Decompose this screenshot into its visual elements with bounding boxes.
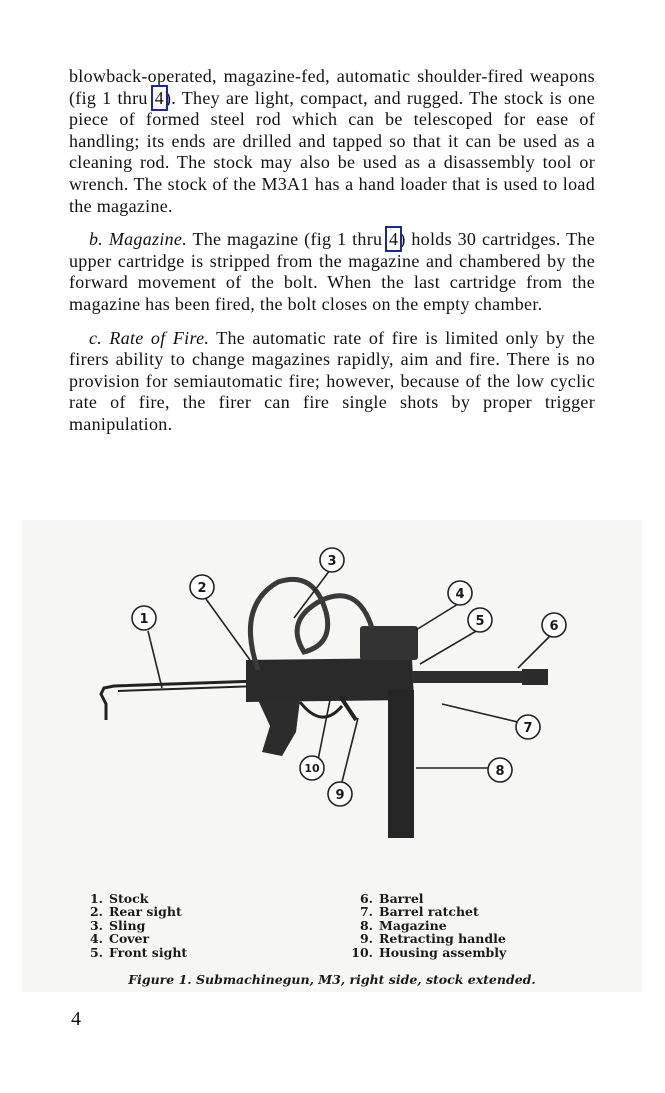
callout-5 <box>468 608 492 632</box>
svg-text:9: 9 <box>335 788 345 803</box>
cover-drawing <box>360 626 418 660</box>
figure-submachinegun <box>22 520 642 992</box>
svg-text:10: 10 <box>304 762 320 775</box>
legend-item: 9. Retracting handle <box>359 931 506 947</box>
figure-reference-link[interactable]: 4 <box>154 87 164 108</box>
callout-6 <box>542 613 566 637</box>
callout-2 <box>190 575 214 599</box>
page-number: 4 <box>71 1008 81 1030</box>
sling-drawing <box>250 579 372 670</box>
paragraph-weapon-description <box>69 66 595 217</box>
legend-item: 8. Magazine <box>359 917 447 933</box>
legend-item: 5. Front sight <box>89 944 188 960</box>
paragraph-lead-heading: b. Magazine. <box>89 229 188 250</box>
magazine-drawing <box>388 690 414 838</box>
paragraph-text: The automatic rate of fire is limited only by the firers ability to change magazines rapidly, aim and fire. There is no provision for semiautomatic fire; however, because of the low cyclic rate of fire, the firer can fire single shots by proper trigger manipulation. <box>69 327 595 434</box>
svg-text:6: 6 <box>549 619 559 634</box>
legend-item: 10. Housing assembly <box>351 944 507 960</box>
callout-3 <box>320 548 344 572</box>
svg-text:5: 5 <box>475 614 485 629</box>
legend-item: 7. Barrel ratchet <box>359 904 479 920</box>
svg-text:7: 7 <box>523 721 533 736</box>
paragraph-magazine <box>69 229 595 315</box>
legend-item: 4. Cover <box>89 931 150 947</box>
callout-4 <box>448 581 472 605</box>
paragraph-text-after: ) holds 30 cartridges. The upper cartridge is stripped from the magazine and chambered by the forward movement of the bolt. When the last cartridge from the magazine has been fired, the bolt closes on the empty chamber. <box>69 229 596 314</box>
legend-column-right <box>347 892 506 959</box>
legend-item: 2. Rear sight <box>89 904 182 920</box>
body-text <box>69 66 595 448</box>
stock-wire-lower <box>118 686 258 691</box>
pistol-grip-drawing <box>258 700 300 756</box>
svg-text:4: 4 <box>455 587 465 602</box>
paragraph-text-after: ). They are light, compact, and rugged. The stock is one piece of formed steel rod which can be telescoped for ease of handling; its ends are drilled and tapped so that it can be used as a cleaning rod. The stock may also be used as a disassembly tool or wrench. The stock of the M3A1 has a hand loader that is used to load the magazine. <box>69 87 595 216</box>
paragraph-rate-of-fire <box>69 328 595 436</box>
callout-1 <box>132 606 156 630</box>
callout-9 <box>328 782 352 806</box>
svg-text:1: 1 <box>139 612 149 627</box>
callout-10 <box>300 756 324 780</box>
callout-8 <box>488 758 512 782</box>
legend-item: 1. Stock <box>89 891 149 906</box>
legend-column-left <box>77 892 187 959</box>
paragraph-text-before: blowback-operated, magazine-fed, automatic shoulder-fired weapons (fig 1 thru <box>69 66 595 108</box>
svg-text:8: 8 <box>495 764 505 779</box>
barrel-ratchet-drawing <box>522 669 548 685</box>
svg-text:2: 2 <box>197 581 207 596</box>
svg-text:3: 3 <box>327 554 337 569</box>
legend-item: 6. Barrel <box>359 891 424 906</box>
paragraph-text-before: The magazine (fig 1 thru <box>187 229 389 250</box>
legend-item: 3. Sling <box>89 917 146 933</box>
figure-caption: Figure 1. Submachinegun, M3, right side, stock extended. <box>128 972 536 987</box>
figure-reference-link[interactable]: 4 <box>389 229 399 250</box>
paragraph-lead-heading: c. Rate of Fire. <box>89 327 210 348</box>
callout-7 <box>516 715 540 739</box>
